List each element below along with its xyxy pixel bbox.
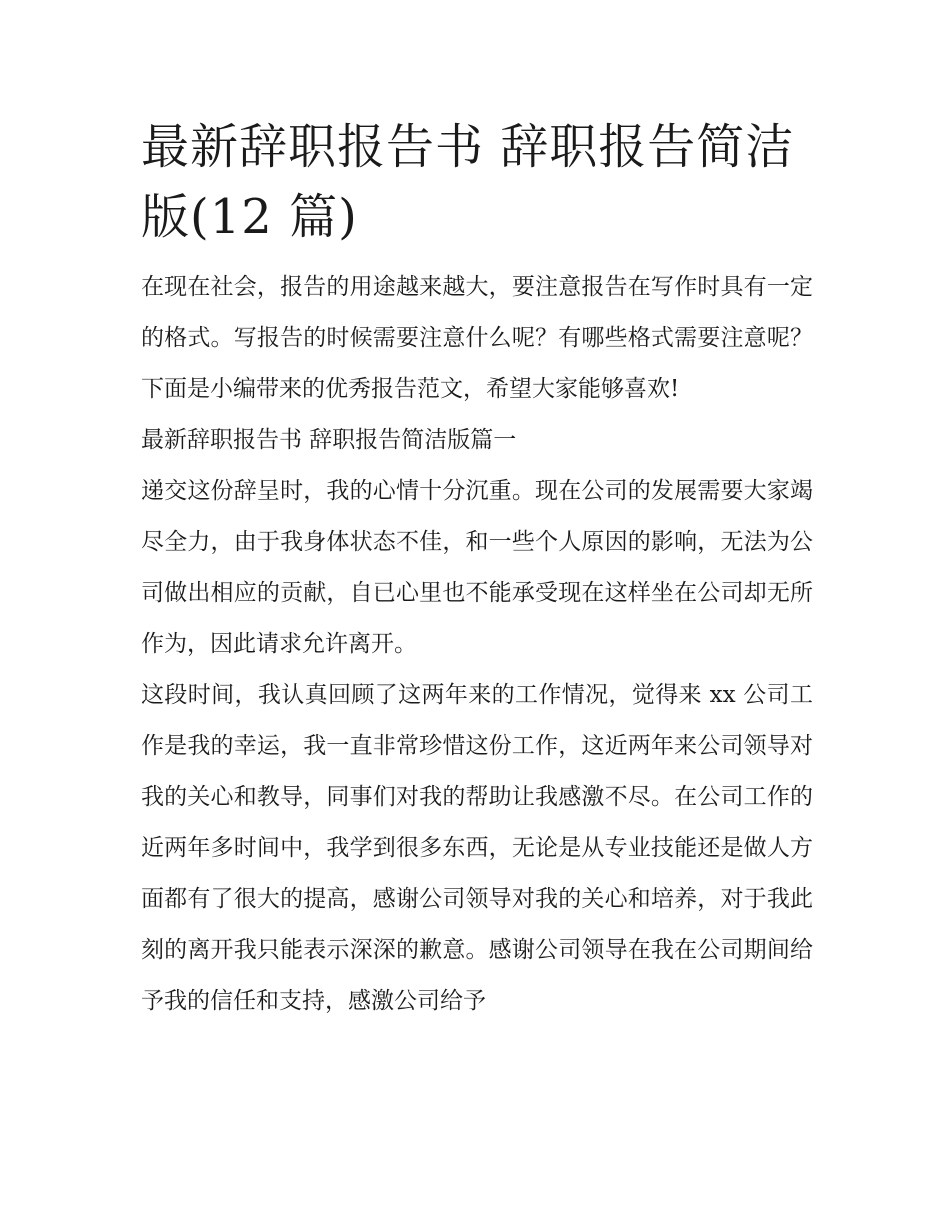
title-line-1: 最新辞职报告书 辞职报告简洁: [141, 119, 795, 175]
document-title: [141, 112, 813, 252]
title-line-2: 版(12 篇): [141, 189, 358, 245]
intro-paragraph: 在现在社会，报告的用途越来越大，要注意报告在写作时具有一定的格式。写报告的时候需要注意什么呢？有哪些格式需要注意呢？下面是小编带来的优秀报告范文，希望大家能够喜欢!: [141, 274, 813, 402]
document-page: [141, 112, 813, 1027]
section-heading: 最新辞职报告书 辞职报告简洁版篇一: [141, 427, 517, 453]
body-paragraph-1: 递交这份辞呈时，我的心情十分沉重。现在公司的发展需要大家竭尽全力，由于我身体状态不佳，和一些个人原因的影响，无法为公司做出相应的贡献，自已心里也不能承受现在这样坐在公司却无所作为，因此请求允许离开。: [141, 478, 813, 657]
body-paragraph-2: 这段时间，我认真回顾了这两年来的工作情况，觉得来 xx 公司工作是我的幸运，我一直非常珍惜这份工作，这近两年来公司领导对我的关心和教导，同事们对我的帮助让我感激不尽。在公司工作的近两年多时间中，我学到很多东西，无论是从专业技能还是做人方面都有了很大的提高，感谢公司领导对我的关心和培养，对于我此刻的离开我只能表示深深的歉意。感谢公司领导在我在公司期间给予我的信任和支持，感激公司给予: [141, 682, 813, 1014]
